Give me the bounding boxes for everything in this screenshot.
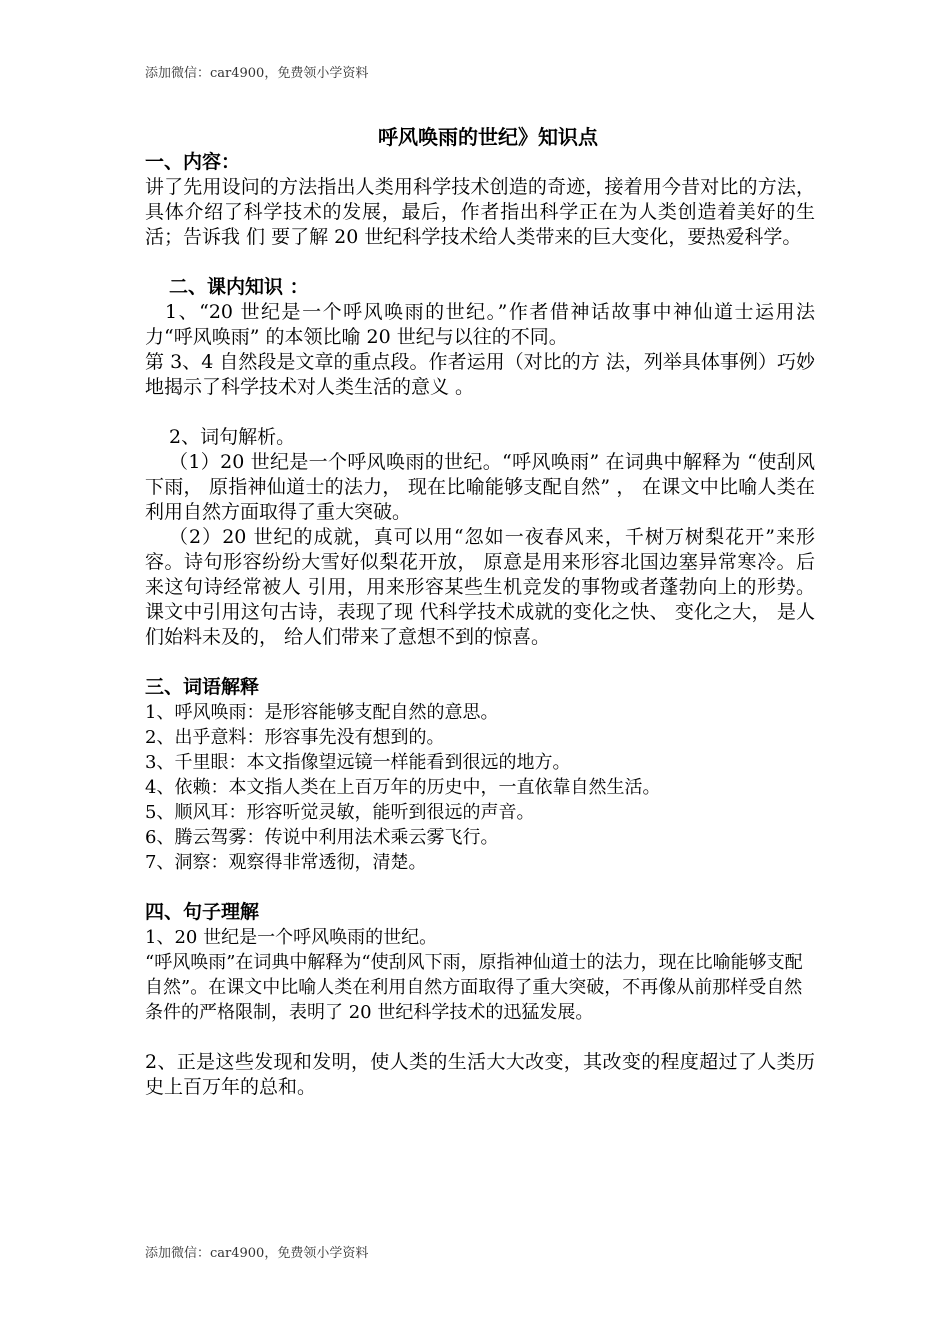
knowledge-paragraph-4: （1）20 世纪是一个呼风唤雨的世纪。“呼风唤雨” 在词典中解释为 “使刮风下雨， 原指神仙道士的法力， 现在比喻能够支配自然” ， 在课文中比喻人类在利用自然方面取得了重大突破。 [145, 451, 815, 523]
sentence-1: 1、20 世纪是一个呼风唤雨的世纪。 [145, 927, 438, 948]
header-watermark: 添加微信：car4900，免费领小学资料 [145, 66, 369, 81]
spacer [145, 650, 815, 675]
spacer [145, 1025, 815, 1050]
word-item: 2、出乎意料：形容事先没有想到的。 [145, 727, 445, 748]
document-body [145, 124, 815, 1100]
section-heading-sentences: 四、句子理解 [145, 901, 260, 923]
spacer [145, 250, 815, 275]
spacer [145, 400, 815, 425]
section-heading-words: 三、词语解释 [145, 676, 260, 698]
word-item: 1、呼风唤雨：是形容能够支配自然的意思。 [145, 702, 499, 723]
sentence-2: 2、正是这些发现和发明，使人类的生活大大改变，其改变的程度超过了人类历史上百万年的总和。 [145, 1051, 815, 1098]
spacer [145, 875, 815, 900]
knowledge-paragraph-3: 2、词句解析。 [169, 426, 296, 448]
knowledge-paragraph-1: 1、“20 世纪是一个呼风唤雨的世纪。”作者借神话故事中神仙道士运用法力“呼风唤雨” 的本领比喻 20 世纪与以往的不同。 [145, 301, 815, 348]
word-item: 7、洞察：观察得非常透彻，清楚。 [145, 852, 427, 873]
knowledge-paragraph-2: 第 3、4 自然段是文章的重点段。作者运用（对比的方 法，列举具体事例）巧妙地揭示了科学技术对人类生活的意义 。 [145, 351, 815, 398]
footer-watermark: 添加微信：car4900，免费领小学资料 [145, 1246, 369, 1261]
section-heading-knowledge: 二、课内知识 ： [169, 276, 309, 298]
word-item: 5、顺风耳：形容听觉灵敏，能听到很远的声音。 [145, 802, 535, 823]
section-heading-content: 一、内容： [145, 151, 241, 173]
word-item: 3、千里眼：本文指像望远镜一样能看到很远的地方。 [145, 752, 571, 773]
document-title: 呼风唤雨的世纪》知识点 [378, 125, 598, 149]
knowledge-paragraph-5: （2）20 世纪的成就，真可以用“忽如一夜春风来，千树万树梨花开”来形容。诗句形容纷纷大雪好似梨花开放， 原意是用来形容北国边塞异常寒冷。后来这句诗经常被人 引用，用来形容某些生机竞发的事物或者蓬勃向上的形势。课文中引用这句古诗，表现了现 代科学技术成就的变化之快、 变化之大， 是人们始料未及的， 给人们带来了意想不到的惊喜。 [145, 526, 815, 648]
word-item: 4、依赖：本文指人类在上百万年的历史中，一直依靠自然生活。 [145, 777, 661, 798]
word-item: 6、腾云驾雾：传说中利用法术乘云雾飞行。 [145, 827, 499, 848]
sentence-1-explanation: “呼风唤雨”在词典中解释为“使刮风下雨，原指神仙道士的法力，现在比喻能够支配自然”。在课文中比喻人类在利用自然方面取得了重大突破，不再像从前那样受自然条件的严格限制，表明了 20 世纪科学技术的迅猛发展。 [145, 952, 803, 1023]
content-paragraph: 讲了先用设问的方法指出人类用科学技术创造的奇迹，接着用今昔对比的方法， 具体介绍了科学技术的发展，最后，作者指出科学正在为人类创造着美好的生活；告诉我 们 要了解 20 世纪科学技术给人类带来的巨大变化，要热爱科学。 [145, 176, 815, 248]
